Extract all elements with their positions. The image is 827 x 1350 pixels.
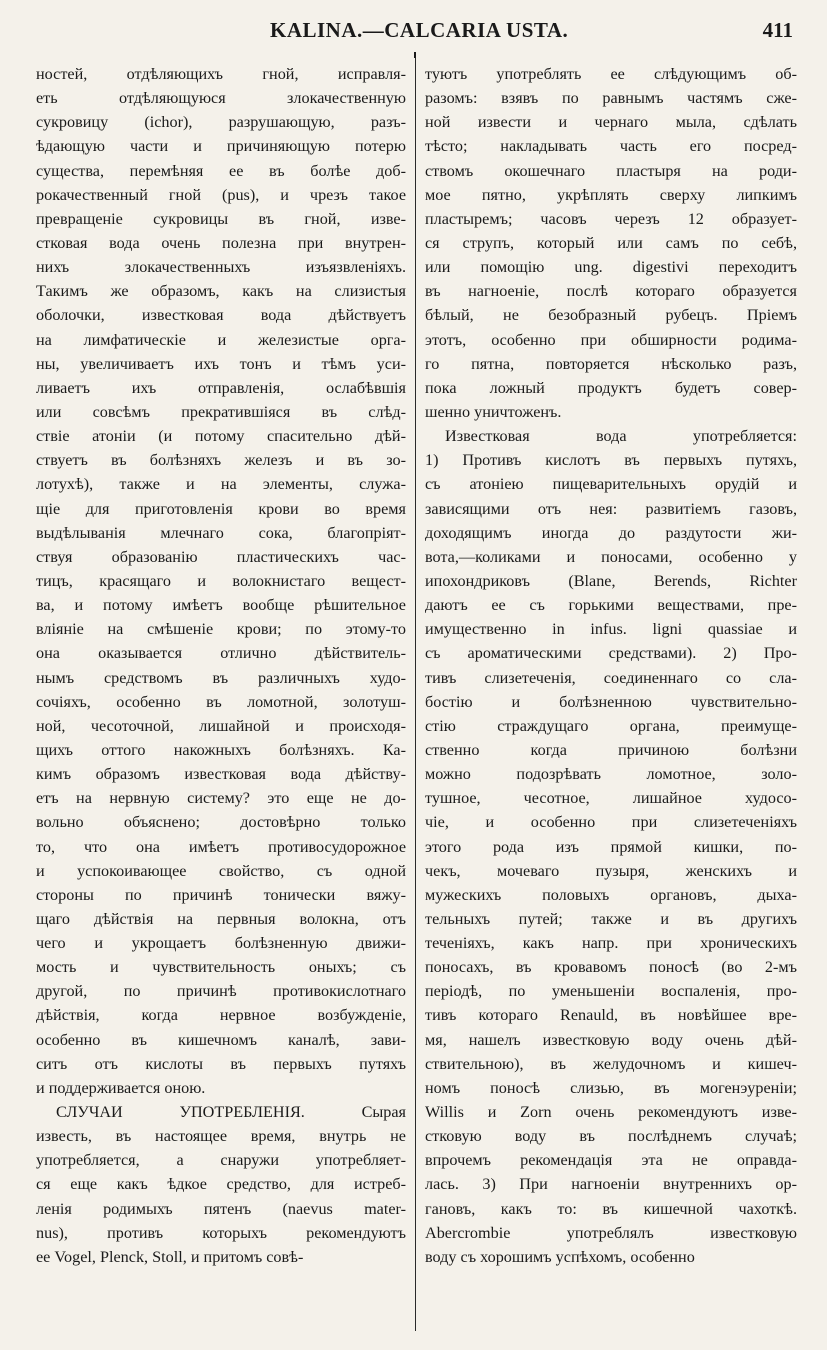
text-line: ливаетъ ихъ отправленія, ослабѣвшія	[36, 378, 406, 397]
text-line: Abercrombie употреблялъ известковую	[425, 1223, 797, 1242]
text-line: или совсѣмъ прекратившіяся въ слѣд-	[36, 402, 406, 421]
text-line: мужескихъ половыхъ органовъ, дыха-	[425, 885, 797, 904]
text-line: на лимфатическіе и железистые орга-	[36, 330, 406, 349]
text-line: вліяніе на смѣшеніе крови; по этому-то	[36, 620, 406, 639]
text-line: и успокоивающее свойство, съ одной	[36, 861, 406, 880]
text-line: щихъ оттого накожныхъ болѣзняхъ. Ка-	[36, 740, 406, 759]
text-line: ленія родимыхъ пятенъ (naevus mater-	[36, 1199, 406, 1218]
column-divider-tick	[414, 52, 416, 58]
text-line: 1) Противъ кислотъ въ первыхъ путяхъ,	[425, 451, 797, 470]
text-line: лась. 3) При нагноеніи внутреннихъ ор-	[425, 1175, 797, 1194]
text-line: стію страждущаго органа, преимуще-	[425, 716, 797, 735]
text-line: тѣсто; накладывать часть его посред-	[425, 137, 797, 156]
column-divider	[415, 56, 416, 1331]
text-line: и поддерживается оною.	[36, 1078, 206, 1097]
text-line: дѣйствія, когда нервное возбужденіе,	[36, 1006, 406, 1025]
text-line: мя, нашелъ известковую воду очень дѣй-	[425, 1030, 797, 1049]
right-column	[425, 62, 797, 1269]
text-line: тельныхъ путей; также и въ другихъ	[425, 909, 797, 928]
text-line: употребляется, а снаружи употребляет-	[36, 1151, 406, 1170]
text-line: ствомъ окошечнаго пластыря на роди-	[425, 161, 797, 180]
text-line: щаго дѣйствія на первныя волокна, отъ	[36, 909, 406, 928]
text-line: поносахъ, въ кровавомъ поносѣ (во 2-мъ	[425, 958, 797, 977]
text-line: ны, увеличиваетъ ихъ тонъ и тѣмъ уси-	[36, 354, 406, 373]
text-line: другой, по причинѣ противокислотнаго	[36, 982, 406, 1001]
text-line: тивъ слизетеченія, соединеннаго со сла-	[425, 668, 797, 687]
text-line: ной, чесоточной, лишайной и происходя-	[36, 716, 406, 735]
text-line: рокачественный гной (pus), и чрезъ такое	[36, 185, 406, 204]
text-line: стковую воду въ послѣднемъ случаѣ;	[425, 1127, 797, 1146]
text-line: воду съ хорошимъ успѣхомъ, особенно	[425, 1247, 695, 1266]
text-line: выдѣлыванія млечнаго сока, благопріят-	[36, 523, 406, 542]
running-header	[0, 18, 827, 48]
text-line: ственно когда причиною болѣзни	[425, 740, 797, 759]
text-line: чего и укрощаетъ болѣзненную движи-	[36, 934, 406, 953]
text-line: стковая вода очень полезна при внутрен-	[36, 233, 406, 252]
text-line: Известковая вода употребляется:	[445, 427, 797, 446]
text-line: шенно уничтоженъ.	[425, 402, 562, 421]
text-line: даютъ ее съ горькими веществами, пре-	[425, 596, 797, 615]
text-line: ся струпъ, который или самъ по себѣ,	[425, 233, 797, 252]
text-line: чіе, и особенно при слизетеченіяхъ	[425, 813, 797, 832]
text-line: ее Vogel, Plenck, Stoll, и притомъ совѣ-	[36, 1247, 304, 1266]
text-line: нымъ средствомъ въ различныхъ худо-	[36, 668, 406, 687]
text-line: она оказывается отлично дѣйствитель-	[36, 644, 406, 663]
text-line: щіе для приготовленія крови во время	[36, 499, 406, 518]
text-line: туютъ употреблять ее слѣдующимъ об-	[425, 65, 797, 83]
text-line: ипохондриковъ (Blane, Berends, Richter	[425, 571, 797, 590]
text-line: мость и чувствительность оныхъ; съ	[36, 958, 406, 977]
text-line: въ нагноеніе, послѣ котораго образуется	[425, 282, 797, 301]
text-line: ствуя образованію пластическихъ час-	[36, 547, 406, 566]
text-line: ствительною), въ желудочномъ и кишеч-	[425, 1054, 797, 1073]
text-line: сочіяхъ, особенно въ ломотной, золотуш-	[36, 692, 406, 711]
text-line: гановъ, какъ то: въ кишечной чахоткѣ.	[425, 1199, 797, 1218]
text-line: ствуетъ въ болѣзняхъ железъ и въ зо-	[36, 451, 406, 470]
text-line: известь, въ настоящее время, внутрь не	[36, 1127, 406, 1146]
text-line: Willis и Zorn очень рекомендуютъ изве-	[425, 1103, 797, 1122]
text-line: впрочемъ рекомендація эта не оправда-	[425, 1151, 797, 1170]
text-line: ситъ отъ кислоты въ первыхъ путяхъ	[36, 1054, 406, 1073]
text-line: нихъ злокачественныхъ изъязвленіяхъ.	[36, 258, 406, 277]
text-line: ѣдающую части и причиняющую потерю	[36, 137, 406, 156]
text-line: етъ на нервную систему? это еще не до-	[36, 789, 406, 808]
text-line: сукровицу (ichor), разрушающую, разъ-	[36, 113, 406, 132]
text-line: ся еще какъ ѣдкое средство, для истреб-	[36, 1175, 406, 1194]
text-line: Такимъ же образомъ, какъ на слизистыя	[36, 282, 406, 301]
left-column	[36, 62, 406, 1269]
text-line: ствіе атоніи (и потому спасительно дѣй-	[36, 427, 406, 446]
page-number: 411	[762, 18, 793, 42]
text-line: имущественно in infus. ligni quassiae и	[425, 620, 797, 639]
text-line: лотухѣ), также и на элементы, служа-	[36, 475, 406, 494]
text-line: мое пятно, укрѣплять сверху липкимъ	[425, 185, 797, 204]
text-line: ва, и потому имѣетъ вообще рѣшительное	[36, 596, 406, 615]
text-line: бостію и болѣзненною чувствительно-	[425, 692, 797, 711]
text-line: еть отдѣляющуюся злокачественную	[36, 89, 406, 108]
text-line: разомъ: взявъ по равнымъ частямъ сже-	[425, 89, 797, 108]
text-line: превращеніе сукровицы въ гной, изве-	[36, 209, 406, 228]
text-line: періодѣ, по уменьшеніи воспаленія, про-	[425, 982, 797, 1001]
text-line: или помощію ung. digestivi переходитъ	[425, 258, 797, 277]
text-line: бѣлый, не безобразный рубецъ. Пріемъ	[425, 306, 797, 325]
text-line: тицъ, красящаго и волокнистаго вещест-	[36, 571, 406, 590]
text-line: съ ароматическими средствами). 2) Про-	[425, 644, 797, 663]
text-line: существа, перемѣняя ее въ болѣе доб-	[36, 161, 406, 180]
text-line: тивъ котораго Renauld, въ новѣйшее вре-	[425, 1006, 797, 1025]
text-line: особенно въ кишечномъ каналѣ, зави-	[36, 1030, 406, 1049]
text-line: доходящимъ иногда до раздутости жи-	[425, 523, 797, 542]
text-line: вота,—коликами и поносами, особенно у	[425, 547, 797, 566]
text-line: пластыремъ; часовъ черезъ 12 образует-	[425, 209, 797, 228]
text-line: чекъ, мочеваго пузыря, женскихъ и	[425, 861, 797, 880]
text-line: вольно объяснено; достовѣрно только	[36, 813, 406, 832]
text-line: номъ поносѣ слизью, въ могенэуреніи;	[425, 1078, 797, 1097]
text-line: nus), противъ которыхъ рекомендуютъ	[36, 1223, 406, 1242]
text-line: тушное, чесотное, лишайное худосо-	[425, 789, 797, 808]
text-line: этотъ, особенно при обширности родима-	[425, 330, 797, 349]
text-line: этого рода изъ прямой кишки, по-	[425, 837, 797, 856]
text-line: кимъ образомъ известковая вода дѣйству-	[36, 765, 406, 784]
text-line: оболочки, известковая вода дѣйствуетъ	[36, 306, 406, 325]
text-line: то, что она имѣетъ противосудорожное	[36, 837, 406, 856]
text-line: пока ложный продуктъ будетъ совер-	[425, 378, 797, 397]
text-line: можно подозрѣвать ломотное, золо-	[425, 765, 797, 784]
text-line: зависящими отъ нея: развитіемъ газовъ,	[425, 499, 797, 518]
text-line: теченіяхъ, какъ напр. при хроническихъ	[425, 934, 797, 953]
text-line: съ атоніею пищеварительныхъ орудій и	[425, 475, 797, 494]
running-title: KALINA.—CALCARIA USTA.	[270, 18, 569, 42]
text-line: СЛУЧАИ УПОТРЕБЛЕНІЯ. Сырая	[56, 1103, 406, 1122]
text-line: го пятна, повторяется нѣсколько разъ,	[425, 354, 797, 373]
text-line: ной извести и чернаго мыла, сдѣлать	[425, 113, 797, 132]
text-line: стороны по причинѣ тонически вяжу-	[36, 885, 406, 904]
text-line: ностей, отдѣляющихъ гной, исправля-	[36, 65, 406, 83]
